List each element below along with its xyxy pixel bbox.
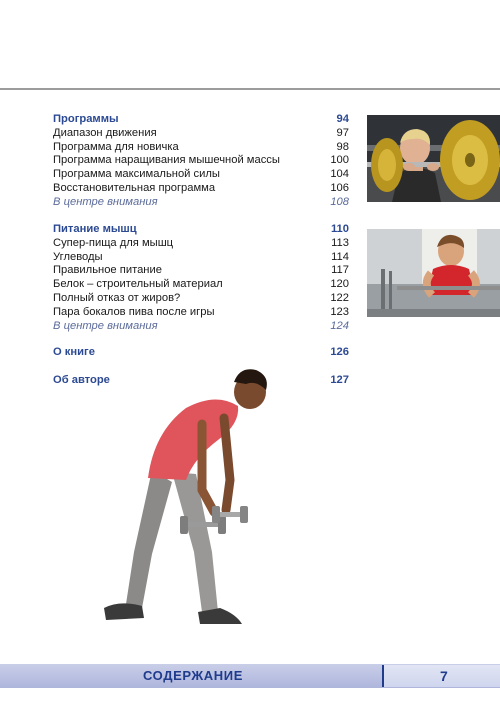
toc-entry[interactable] xyxy=(53,292,349,306)
toc-entry-title: Полный отказ от жиров? xyxy=(53,291,181,304)
toc-entry-title: Программа для новичка xyxy=(53,140,179,153)
curl-photo xyxy=(367,229,500,317)
toc-entry-title: Пара бокалов пива после игры xyxy=(53,305,215,318)
toc-entry[interactable] xyxy=(53,237,349,251)
toc-entry-page: 114 xyxy=(331,250,349,263)
toc-section-nutrition xyxy=(53,223,349,333)
toc-entry[interactable] xyxy=(53,306,349,320)
toc-entry[interactable] xyxy=(53,251,349,265)
toc-section-about-book xyxy=(53,346,349,360)
toc-entry-page: 124 xyxy=(330,319,349,332)
toc-entry-title: Углеводы xyxy=(53,250,103,263)
toc-heading-title: О книге xyxy=(53,346,95,358)
toc-entry-focus[interactable] xyxy=(53,196,349,210)
toc-entry[interactable] xyxy=(53,278,349,292)
toc-heading-page: 127 xyxy=(330,374,349,386)
toc-heading-page: 94 xyxy=(336,113,349,125)
toc-entry-page: 98 xyxy=(336,140,349,153)
toc-entry-title: Диапазон движения xyxy=(53,126,157,139)
toc-heading-title: Питание мышц xyxy=(53,223,137,235)
toc-entry[interactable] xyxy=(53,182,349,196)
toc-entry-title: Белок – строительный материал xyxy=(53,278,223,291)
page-number: 7 xyxy=(440,668,448,684)
toc-entry-page: 97 xyxy=(336,126,349,139)
footer-section-title: СОДЕРЖАНИЕ xyxy=(143,668,243,683)
dumbbell-row-figure xyxy=(90,362,280,632)
toc-entry-page: 100 xyxy=(330,154,349,167)
toc-entry[interactable] xyxy=(53,127,349,141)
toc-entry[interactable] xyxy=(53,168,349,182)
toc-entry-title: Программа максимальной силы xyxy=(53,168,220,181)
toc-entry-title: Супер-пища для мышц xyxy=(53,236,174,249)
toc-entry-page: 104 xyxy=(330,168,349,181)
toc-entry-focus[interactable] xyxy=(53,320,349,334)
toc-entry-page: 113 xyxy=(331,236,349,249)
barbell-photo-illustration xyxy=(367,115,500,202)
barbell-photo xyxy=(367,115,500,202)
toc-entry[interactable] xyxy=(53,264,349,278)
toc-entry-page: 123 xyxy=(330,305,349,318)
toc-entry-title: Программа наращивания мышечной массы xyxy=(53,154,280,167)
toc-entry-title: В центре внимания xyxy=(53,319,158,332)
toc-entry-page: 120 xyxy=(330,278,349,291)
toc-heading-page: 110 xyxy=(330,223,349,235)
curl-photo-illustration xyxy=(367,229,500,317)
toc-heading-programs[interactable] xyxy=(53,113,349,127)
toc-heading-nutrition[interactable] xyxy=(53,223,349,237)
toc-entry-page: 122 xyxy=(330,291,349,304)
toc-heading-page: 126 xyxy=(330,346,349,358)
toc-heading-title: Программы xyxy=(53,113,119,125)
toc-entry-page: 117 xyxy=(331,264,349,277)
top-divider xyxy=(0,88,500,90)
dumbbell-row-illustration xyxy=(90,362,280,632)
toc-entry-title: Правильное питание xyxy=(53,264,162,277)
toc-entry-title: Восстановительная программа xyxy=(53,181,216,194)
toc-section-programs xyxy=(53,113,349,210)
toc-entry[interactable] xyxy=(53,154,349,168)
toc-entry-title: В центре внимания xyxy=(53,195,158,208)
toc-heading-title: Об авторе xyxy=(53,374,110,386)
toc-heading-about-book[interactable] xyxy=(53,346,349,360)
toc-entry[interactable] xyxy=(53,141,349,155)
toc-entry-page: 106 xyxy=(330,181,349,194)
toc-entry-page: 108 xyxy=(330,195,349,208)
